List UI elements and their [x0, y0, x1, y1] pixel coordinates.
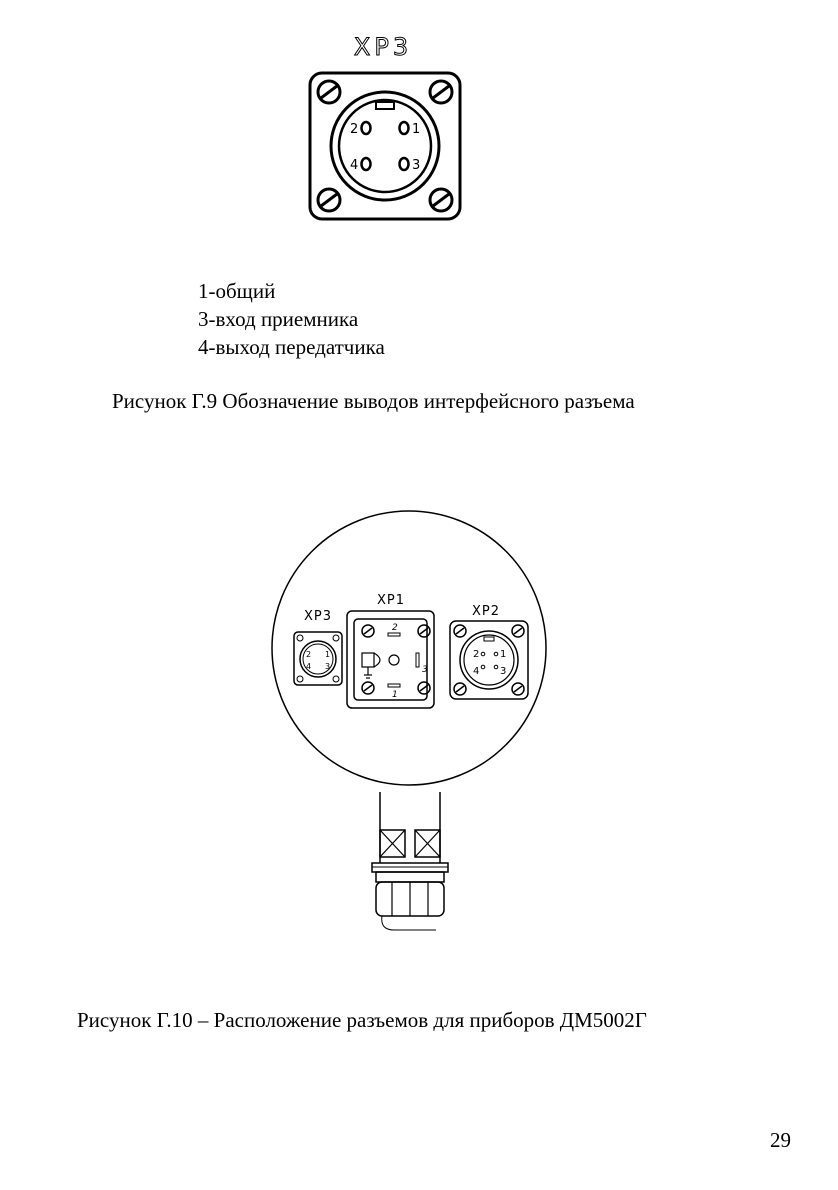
xp3-screw [318, 81, 340, 103]
xp3-small-label: XP3 [303, 609, 333, 624]
xp3-screw [430, 189, 452, 211]
xp3-pin-number: 4 [350, 158, 359, 173]
xp3-screw [318, 189, 340, 211]
xp3-pin-number: 2 [350, 122, 359, 137]
xp3-inner-ring [339, 100, 431, 192]
xp3-label: XP3 [353, 33, 413, 61]
legend-pin-4: 4-выход передатчика [198, 335, 385, 359]
svg-text:2: 2 [392, 623, 398, 633]
xp3-key [376, 102, 394, 109]
xp3-pin-number: 3 [412, 158, 421, 173]
svg-text:3: 3 [325, 662, 331, 671]
figure-10-caption: Рисунок Г.10 – Расположение разъемов для приборов ДМ5002Г [77, 1008, 647, 1032]
xp3-pin [362, 122, 371, 134]
cable-gland [372, 792, 448, 930]
svg-text:4: 4 [473, 666, 480, 677]
xp3-small-connector [294, 632, 342, 685]
svg-text:4: 4 [306, 662, 312, 671]
svg-text:1: 1 [392, 690, 398, 700]
xp1-label: XP1 [376, 593, 406, 608]
svg-text:2: 2 [473, 649, 480, 660]
legend-pin-3: 3-вход приемника [198, 307, 359, 331]
xp3-pin [362, 158, 371, 170]
page-number: 29 [770, 1128, 791, 1152]
legend-pin-1: 1-общий [198, 279, 276, 303]
xp3-pin-number: 1 [412, 122, 421, 137]
figure-9-caption: Рисунок Г.9 Обозначение выводов интерфейсного разъема [112, 389, 635, 413]
xp3-connector-drawing [290, 25, 480, 235]
xp3-pin [400, 158, 409, 170]
svg-text:3: 3 [500, 666, 507, 677]
xp2-label: XP2 [471, 604, 501, 619]
device-housing [272, 511, 546, 785]
svg-text:1: 1 [500, 649, 507, 660]
xp1-connector [347, 611, 434, 708]
xp3-pin [400, 122, 409, 134]
device-connector-layout-drawing [262, 505, 562, 945]
xp2-connector [450, 621, 528, 699]
xp3-screw [430, 81, 452, 103]
svg-text:2: 2 [306, 650, 312, 659]
svg-text:3: 3 [422, 665, 428, 675]
svg-text:1: 1 [325, 650, 331, 659]
